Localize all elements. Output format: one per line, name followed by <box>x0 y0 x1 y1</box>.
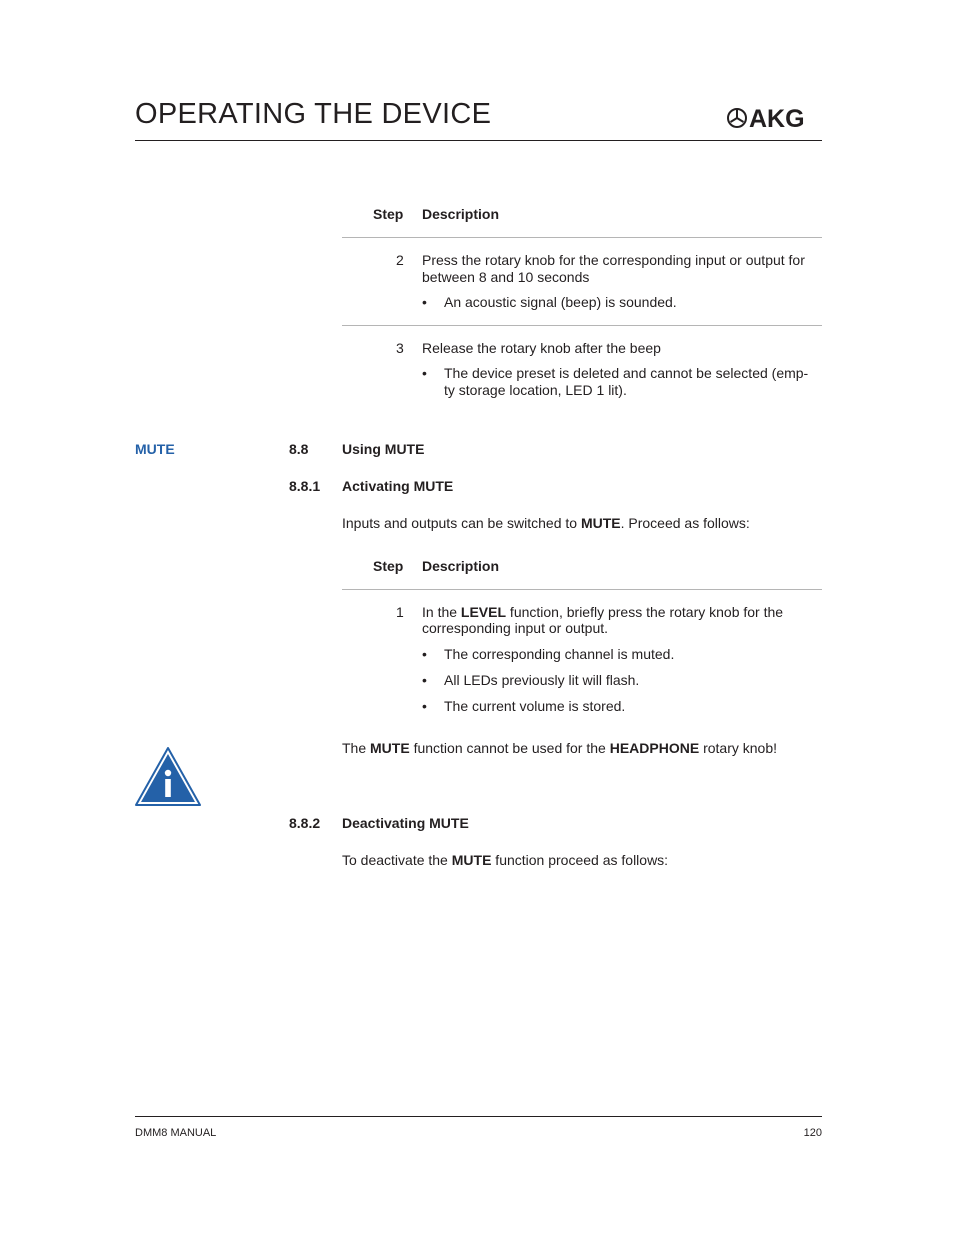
section-number: 8.8 <box>289 441 309 457</box>
section-title: Using MUTE <box>342 441 425 457</box>
table2-header-divider <box>342 589 822 590</box>
table1-row1-desc-line2: between 8 and 10 seconds <box>422 269 590 285</box>
table1-row1-step: 2 <box>396 252 404 268</box>
bullet-dot-icon: • <box>422 646 427 662</box>
table1-row-divider <box>342 325 822 326</box>
table1-description-header: Description <box>422 206 500 222</box>
table1-header-divider <box>342 237 822 238</box>
table2-step-header: Step <box>373 558 404 574</box>
footer-rule <box>135 1116 822 1117</box>
table2-description-header: Description <box>422 558 500 574</box>
subsection2-number: 8.8.2 <box>289 815 321 831</box>
bullet-dot-icon: • <box>422 365 427 381</box>
table1-row2-desc: Release the rotary knob after the beep <box>422 340 661 356</box>
note-text: The MUTE function cannot be used for the HEADPHONE rotary knob! <box>342 740 778 756</box>
page-number: 120 <box>803 1127 822 1139</box>
table1-row1-bullet: An acoustic signal (beep) is sounded. <box>444 294 677 310</box>
bullet-dot-icon: • <box>422 294 427 310</box>
subsection1-number: 8.8.1 <box>289 478 321 494</box>
info-icon <box>134 746 202 807</box>
bullet-dot-icon: • <box>422 698 427 714</box>
table1-row1-desc-line1: Press the rotary knob for the corresponding input or output for <box>422 252 805 268</box>
table2-row1-step: 1 <box>396 604 404 620</box>
table1-row2-bullet-line2: ty storage location, LED 1 lit). <box>444 382 627 398</box>
akg-logo <box>727 105 825 131</box>
side-label-mute: MUTE <box>135 441 175 457</box>
subsection1-title: Activating MUTE <box>342 478 454 494</box>
header-rule <box>135 140 822 141</box>
table2-row1-desc-line2: corresponding input or output. <box>422 620 609 636</box>
subsection1-intro: Inputs and outputs can be switched to MUTE. Proceed as follows: <box>342 515 750 531</box>
table1-row2-bullet-line1: The device preset is deleted and cannot be selected (emp- <box>444 365 809 381</box>
table2-bullet-3: The current volume is stored. <box>444 698 626 714</box>
table1-step-header: Step <box>373 206 404 222</box>
table2-bullet-2: All LEDs previously lit will flash. <box>444 672 640 688</box>
footer-manual-name: DMM8 MANUAL <box>135 1127 217 1139</box>
table2-bullet-1: The corresponding channel is muted. <box>444 646 675 662</box>
table1-row2-step: 3 <box>396 340 404 356</box>
page-title: OPERATING THE DEVICE <box>135 98 492 130</box>
table2-row1-desc-line1: In the LEVEL function, briefly press the rotary knob for the <box>422 604 784 620</box>
bullet-dot-icon: • <box>422 672 427 688</box>
subsection2-title: Deactivating MUTE <box>342 815 469 831</box>
svg-text:AKG: AKG <box>749 105 805 131</box>
subsection2-text: To deactivate the MUTE function proceed as follows: <box>342 852 669 868</box>
